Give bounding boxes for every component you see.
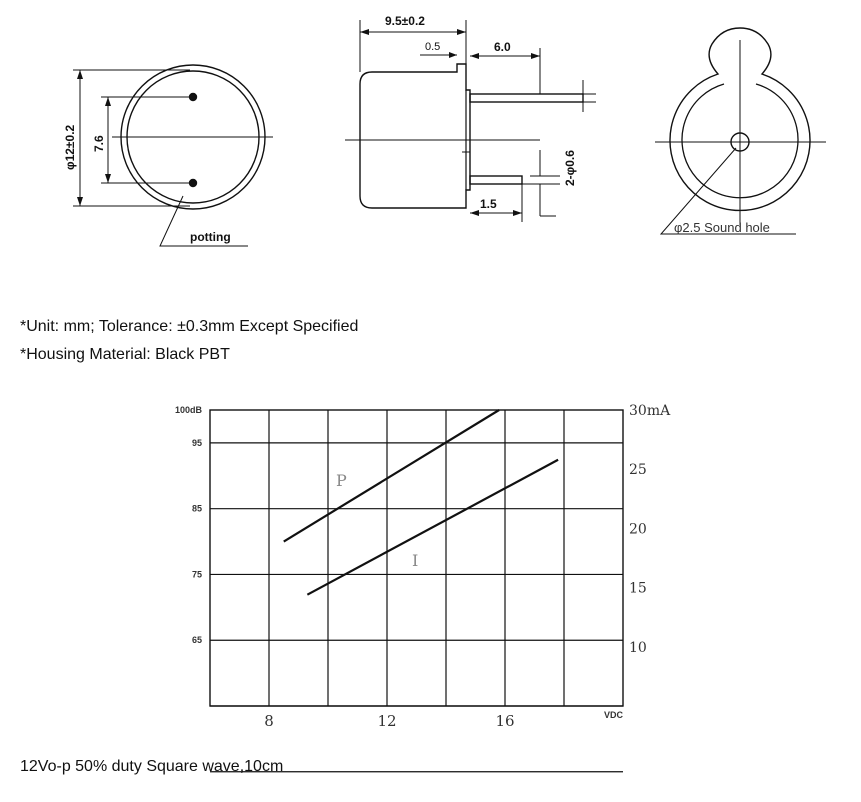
y-left-tick-label: 85 [191, 503, 202, 514]
pin-length-label: 6.0 [494, 40, 511, 54]
diameter-label: φ12±0.2 [63, 124, 77, 170]
series-label-i: I [412, 551, 419, 570]
y-left-tick-label: 65 [191, 635, 202, 646]
pin-upper [470, 94, 583, 102]
x-unit-label: VDC [604, 710, 624, 720]
housing-material-note: *Housing Material: Black PBT [20, 346, 230, 363]
step-label: 0.5 [425, 41, 441, 53]
pin-lower [470, 176, 522, 184]
chart-series [284, 410, 558, 595]
chart-ticks [175, 403, 671, 730]
front-view-drawing [73, 65, 273, 246]
side-view-drawing [345, 20, 596, 222]
pin-diameter-label: 2-φ0.6 [563, 150, 577, 186]
y-right-tick-label: 20 [629, 521, 647, 538]
x-tick-label: 8 [264, 712, 274, 730]
chart [175, 403, 671, 802]
potting-label: potting [190, 230, 231, 244]
pin-spacing-label: 7.6 [92, 135, 106, 152]
x-tick-label: 12 [377, 712, 397, 730]
y-right-tick-label: 30mA [629, 403, 671, 419]
top-view-drawing [655, 28, 826, 234]
y-left-tick-label: 75 [191, 569, 202, 580]
x-tick-label: 16 [495, 712, 515, 730]
sound-hole-label: φ2.5 Sound hole [674, 220, 770, 235]
chart-grid [210, 410, 623, 802]
y-right-tick-label: 25 [629, 462, 647, 479]
housing-outline [360, 64, 470, 208]
y-right-tick-label: 10 [629, 639, 647, 656]
y-left-tick-label: 95 [191, 437, 202, 448]
series-line-p [284, 410, 499, 542]
y-right-tick-label: 15 [629, 580, 647, 597]
unit-tolerance-note: *Unit: mm; Tolerance: ±0.3mm Except Specified [20, 318, 359, 335]
length-label: 9.5±0.2 [385, 14, 425, 28]
pin-offset-label: 1.5 [480, 197, 497, 211]
test-condition-note: 12Vo-p 50% duty Square wave,10cm [20, 758, 284, 775]
y-left-tick-label: 100dB [174, 405, 202, 415]
series-label-p: P [336, 471, 347, 490]
